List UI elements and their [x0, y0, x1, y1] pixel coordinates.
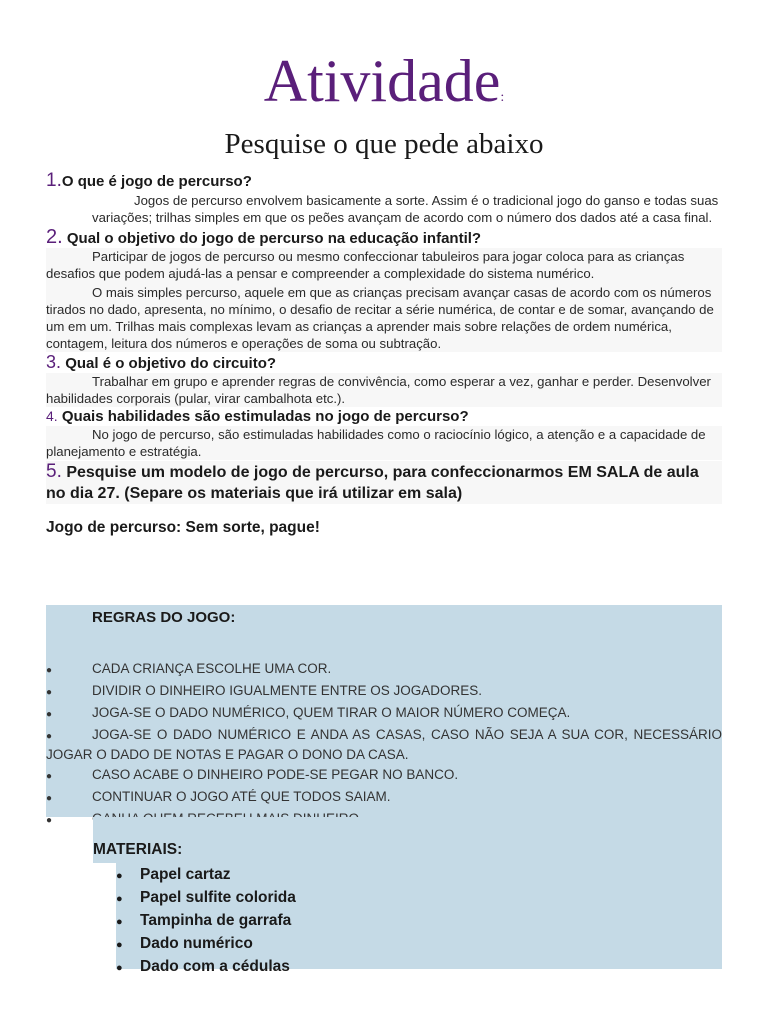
list-item: [46, 704, 722, 724]
list-item: [46, 788, 722, 808]
material-text: Papel sulfite colorida: [140, 889, 296, 906]
title-text: Atividade: [263, 48, 501, 114]
list-item: [116, 887, 296, 910]
material-text: Papel cartaz: [140, 866, 231, 883]
materials-list: [116, 864, 296, 979]
answer-1: [46, 192, 722, 226]
material-text: Dado com a cédulas: [140, 958, 290, 975]
question-number: 3.: [46, 352, 62, 372]
bullet-icon: ●: [46, 687, 53, 698]
bullet-icon: ●: [116, 916, 123, 928]
answer-2: [46, 248, 722, 352]
rule-text: JOGA-SE O DADO NUMÉRICO, QUEM TIRAR O MAIOR NÚMERO COMEÇA.: [92, 705, 571, 720]
materials-box: [93, 817, 722, 975]
bullet-icon: ●: [46, 793, 53, 804]
question-number: 1.: [46, 170, 62, 191]
answer-paragraph: Participar de jogos de percurso ou mesmo confeccionar tabuleiros para jogar coloca para as crianças desafios que podem ajudá-las a pensar e compreender a complexidade do sistema numérico.: [46, 249, 685, 281]
rule-text: CONTINUAR O JOGO ATÉ QUE TODOS SAIAM.: [92, 789, 391, 804]
game-title: Jogo de percurso: Sem sorte, pague!: [46, 519, 320, 536]
rule-text: DIVIDIR O DINHEIRO IGUALMENTE ENTRE OS JOGADORES.: [92, 683, 483, 698]
bullet-icon: ●: [116, 962, 123, 974]
rules-heading: REGRAS DO JOGO:: [92, 609, 236, 626]
title-colon: :: [500, 90, 505, 105]
rules-box: [46, 605, 722, 826]
page-title: [0, 46, 768, 133]
bullet-icon: ●: [46, 731, 53, 742]
question-text: Pesquise um modelo de jogo de percurso, para confeccionarmos EM SALA de aula no dia 27. (Separe os materiais que irá utilizar em sala): [46, 464, 699, 502]
bullet-icon: ●: [46, 815, 53, 826]
bullet-icon: ●: [116, 870, 123, 882]
bullet-icon: ●: [46, 709, 53, 720]
bullet-icon: ●: [46, 665, 53, 676]
question-5: [46, 461, 722, 504]
answer-paragraph: Jogos de percurso envolvem basicamente a sorte. Assim é o tradicional jogo do ganso e todas suas variações; trilhas simples em que os peões avançam de acordo com o número dos dados até a casa final.: [92, 193, 719, 225]
material-text: Dado numérico: [140, 935, 253, 952]
questions-section: [46, 172, 722, 554]
question-text: Qual é o objetivo do circuito?: [65, 355, 277, 372]
question-1: [46, 172, 722, 191]
answer-paragraph: No jogo de percurso, são estimuladas habilidades como o raciocínio lógico, a atenção e a capacidade de planejamento e estratégia.: [46, 427, 706, 459]
list-item: [116, 956, 296, 979]
answer-paragraph: O mais simples percurso, aquele em que as crianças precisam avançar casas de acordo com os números tirados no dado, apresenta, no mínimo, o desafio de recitar a série numérica, de contar e de somar, avançando de um em um. Trilhas mais complexas levam as crianças a aprender mais sobre relações de ordem numérica, contagem, leitura dos números e operações de soma ou subtração.: [46, 285, 714, 351]
rules-list: [46, 660, 722, 832]
rule-text: CASO ACABE O DINHEIRO PODE-SE PEGAR NO BANCO.: [92, 767, 459, 782]
list-item: [46, 766, 722, 786]
material-text: Tampinha de garrafa: [140, 912, 292, 929]
question-text: O que é jogo de percurso?: [61, 173, 252, 190]
question-4: [46, 407, 722, 426]
list-item: [116, 933, 296, 956]
answer-paragraph: Trabalhar em grupo e aprender regras de convivência, como esperar a vez, ganhar e perder. Desenvolver habilidades corporais (pular, virar cambalhota etc.).: [46, 374, 711, 406]
bullet-icon: ●: [116, 893, 123, 905]
materials-heading: MATERIAIS:: [93, 841, 183, 858]
question-number: 4.: [46, 408, 58, 424]
question-text: Quais habilidades são estimuladas no jogo de percurso?: [61, 408, 469, 425]
list-item: [46, 726, 722, 764]
list-item: [116, 910, 296, 933]
rule-text: CADA CRIANÇA ESCOLHE UMA COR.: [92, 661, 332, 676]
page-subtitle: Pesquise o que pede abaixo: [224, 128, 544, 160]
list-item: [46, 660, 722, 680]
bullet-icon: ●: [116, 939, 123, 951]
list-item: [116, 864, 296, 887]
question-number: 5.: [46, 461, 62, 482]
answer-3: [46, 373, 722, 407]
answer-4: [46, 426, 722, 460]
list-item: [46, 682, 722, 702]
rule-text: JOGA-SE O DADO NUMÉRICO E ANDA AS CASAS, CASO NÃO SEJA A SUA COR, NECESSÁRIO JOGAR O DADO DE NOTAS E PAGAR O DONO DA CASA.: [46, 727, 722, 762]
question-text: Qual o objetivo do jogo de percurso na educação infantil?: [66, 230, 482, 247]
question-2: [46, 228, 722, 248]
bullet-icon: ●: [46, 771, 53, 782]
materials-indent: [93, 863, 116, 969]
question-number: 2.: [46, 226, 63, 248]
question-3: [46, 353, 722, 373]
